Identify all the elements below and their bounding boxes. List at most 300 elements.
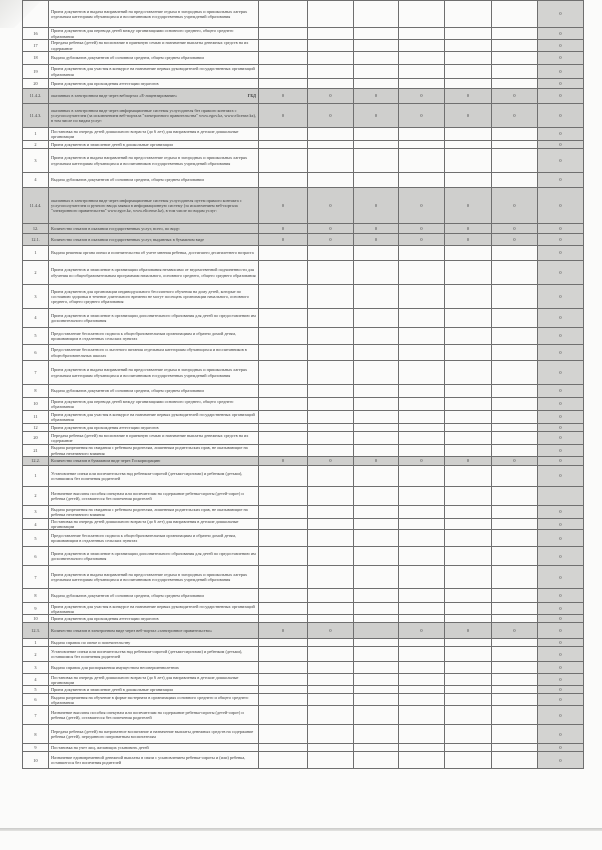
- value-cell: [259, 385, 308, 398]
- value-cell: [259, 752, 308, 769]
- value-cell: [354, 246, 399, 261]
- value-cell: [354, 674, 399, 686]
- value-cell: 0: [492, 104, 538, 128]
- table-row: [23, 674, 584, 686]
- value-cell: [445, 589, 492, 603]
- value-cell: 0: [538, 149, 584, 173]
- row-description-cell: [49, 234, 259, 246]
- value-cell: [399, 603, 445, 615]
- value-cell: [354, 725, 399, 744]
- value-cell: [259, 411, 308, 424]
- table-row: [23, 530, 584, 547]
- value-cell: [492, 603, 538, 615]
- value-cell: [399, 28, 445, 40]
- row-description: Прием документов и выдача направлений на предоставление отдыха в загородных и пришкольных лагерях отдельным категориям обучающихся и воспитанников государственных учреждений образования: [51, 572, 248, 583]
- value-cell: 0: [492, 234, 538, 246]
- row-description: Прием документов и зачисление в организации дополнительного образования для детей по предоставлению им дополнительного образования: [51, 312, 256, 323]
- value-cell: [445, 328, 492, 345]
- value-cell: [445, 65, 492, 79]
- row-description-cell: [49, 361, 259, 385]
- value-cell: [308, 686, 354, 694]
- value-cell: 0: [538, 1, 584, 28]
- value-cell: [308, 706, 354, 725]
- row-description-cell: [49, 706, 259, 725]
- table-row: [23, 128, 584, 141]
- row-description-cell: [49, 623, 259, 639]
- row-description: Выдача дубликатов документов об основном среднем, общем среднем образовании: [51, 55, 204, 61]
- value-cell: [538, 487, 584, 506]
- value-cell: [445, 141, 492, 149]
- row-description: оказанных в электронном виде через вебпортал «Е-лицензирование»: [51, 93, 178, 99]
- row-description: Прием документов для участия в конкурсе на назначение первых руководителей государственных организаций образования: [51, 603, 255, 614]
- row-number: 4: [23, 309, 49, 328]
- value-cell: [492, 424, 538, 432]
- row-number: 10: [23, 752, 49, 769]
- row-description: Прием документов для прохождения аттестации педагогов: [51, 616, 159, 622]
- value-cell: [259, 589, 308, 603]
- row-number: 11.4.4.: [23, 188, 49, 224]
- value-cell: [308, 246, 354, 261]
- row-description-cell: [49, 566, 259, 589]
- value-cell: [399, 40, 445, 52]
- value-cell: [399, 639, 445, 647]
- value-cell: [259, 547, 308, 566]
- value-cell: [354, 686, 399, 694]
- value-cell: [259, 52, 308, 65]
- value-cell: [259, 246, 308, 261]
- refusals-table: [22, 0, 584, 769]
- value-cell: [445, 466, 492, 487]
- value-cell: [259, 79, 308, 89]
- row-number: 21: [23, 445, 49, 457]
- value-cell: [492, 530, 538, 547]
- row-description: оказанных в электронном виде через информационные системы услугодателя без прямого контакта с услугополучателем (за исключением веб-портала "электронного правительства" www.egov.kz, www.elicense.kz), в том числе по видам услуг:: [51, 107, 257, 124]
- value-cell: [354, 141, 399, 149]
- row-description: Прием документов для перевода детей между организациями основного среднего, общего среднего образования: [51, 28, 234, 39]
- value-cell: 0: [538, 398, 584, 411]
- value-cell: [354, 752, 399, 769]
- value-cell: 0: [445, 104, 492, 128]
- value-cell: [308, 674, 354, 686]
- row-number: 12.3.: [23, 623, 49, 639]
- value-cell: [399, 674, 445, 686]
- value-cell: [354, 361, 399, 385]
- row-number: 8: [23, 725, 49, 744]
- value-cell: [399, 424, 445, 432]
- row-description-cell: [49, 328, 259, 345]
- value-cell: 0: [538, 285, 584, 309]
- table-row: [23, 547, 584, 566]
- value-cell: [308, 173, 354, 188]
- row-description-cell: [49, 411, 259, 424]
- row-number: 9: [23, 744, 49, 752]
- row-description: Постановка на очередь детей дошкольного возраста (до 6 лет) для направления в детские дошкольные организации: [51, 519, 239, 530]
- value-cell: [399, 547, 445, 566]
- value-cell: [354, 285, 399, 309]
- value-cell: 0: [308, 234, 354, 246]
- row-description: Прием документов и выдача направлений на предоставление отдыха в загородных и пришкольных лагерях отдельным категориям обучающихся и воспитанников государственных учреждений образования: [51, 367, 248, 378]
- value-cell: [308, 519, 354, 530]
- row-description: Выдача разрешения на обучение в форме экстерната в организациях основного среднего и общего среднего образования: [51, 694, 249, 705]
- row-description-cell: [49, 89, 259, 104]
- value-cell: [399, 261, 445, 285]
- value-cell: 0: [259, 104, 308, 128]
- value-cell: [399, 662, 445, 674]
- row-number: 11: [23, 411, 49, 424]
- row-description-cell: [49, 744, 259, 752]
- value-cell: [399, 149, 445, 173]
- value-cell: [492, 519, 538, 530]
- row-description: Прием документов для перевода детей между организациями основного среднего, общего среднего образования: [51, 398, 234, 409]
- value-cell: [445, 566, 492, 589]
- row-number: 20: [23, 79, 49, 89]
- value-cell: [354, 345, 399, 361]
- row-description-cell: [49, 104, 259, 128]
- row-description: Количество отказов в оказании государственных услуг, всего, по виду:: [51, 225, 181, 231]
- value-cell: [399, 432, 445, 445]
- value-cell: [308, 445, 354, 457]
- row-number: 2: [23, 261, 49, 285]
- row-description-cell: [49, 530, 259, 547]
- value-cell: 0: [538, 188, 584, 224]
- value-cell: 0: [308, 224, 354, 234]
- value-cell: [354, 744, 399, 752]
- value-cell: 0: [538, 466, 584, 487]
- value-cell: [492, 52, 538, 65]
- value-cell: 0: [445, 457, 492, 466]
- table-row: [23, 487, 584, 506]
- value-cell: 0: [538, 506, 584, 519]
- value-cell: [354, 149, 399, 173]
- table-row: [23, 328, 584, 345]
- value-cell: [399, 385, 445, 398]
- value-cell: [399, 128, 445, 141]
- value-cell: [445, 52, 492, 65]
- value-cell: 0: [399, 234, 445, 246]
- value-cell: [308, 466, 354, 487]
- value-cell: [445, 725, 492, 744]
- value-cell: 0: [492, 623, 538, 639]
- value-cell: [259, 694, 308, 706]
- row-description: Прием документов для прохождения аттестации педагогов: [51, 80, 159, 86]
- row-number: 16: [23, 28, 49, 40]
- row-description-cell: [49, 149, 259, 173]
- value-cell: [259, 615, 308, 623]
- value-cell: [308, 506, 354, 519]
- table-row: [23, 261, 584, 285]
- value-cell: 0: [492, 457, 538, 466]
- value-cell: [308, 398, 354, 411]
- value-cell: [492, 309, 538, 328]
- row-description-cell: [49, 261, 259, 285]
- value-cell: [308, 662, 354, 674]
- value-cell: [492, 615, 538, 623]
- section-row: [23, 89, 584, 104]
- value-cell: [308, 1, 354, 28]
- value-cell: [399, 1, 445, 28]
- row-description-cell: [49, 40, 259, 52]
- value-cell: [445, 615, 492, 623]
- row-description: Прием документов и зачисление в организации дополнительного образования для детей по предоставлению им дополнительного образования: [51, 551, 256, 562]
- value-cell: 0: [538, 547, 584, 566]
- value-cell: 0: [538, 725, 584, 744]
- row-number: 12.1.: [23, 234, 49, 246]
- row-tag: ГБД: [247, 93, 256, 99]
- value-cell: [259, 173, 308, 188]
- value-cell: [399, 285, 445, 309]
- row-number: 11.4.3.: [23, 104, 49, 128]
- value-cell: [308, 309, 354, 328]
- table-row: [23, 432, 584, 445]
- row-description: Передача ребенка (детей) на патронатное воспитание и назначение выплаты денежных средств на содержание ребенка (детей), переданного патронатным воспитателям: [51, 729, 254, 740]
- row-description: Назначение выплаты пособия опекунам или попечителям на содержание ребенка-сироты (детей-сирот) и ребенка (детей), оставшегося без попечения родителей: [51, 710, 244, 721]
- table-row: [23, 411, 584, 424]
- value-cell: 0: [538, 128, 584, 141]
- row-description: Прием документов для прохождения аттестации педагогов: [51, 424, 159, 430]
- value-cell: [259, 519, 308, 530]
- row-description: Предоставление бесплатного подвоза к общеобразовательным организациям и обратно домой детям, проживающим в отдаленных сельских пунктах: [51, 533, 237, 544]
- row-number: 5: [23, 530, 49, 547]
- table-row: [23, 285, 584, 309]
- value-cell: 0: [354, 104, 399, 128]
- value-cell: 0: [538, 639, 584, 647]
- row-description-cell: [49, 385, 259, 398]
- row-number: 2: [23, 647, 49, 662]
- row-description-cell: [49, 79, 259, 89]
- value-cell: [399, 65, 445, 79]
- value-cell: [445, 706, 492, 725]
- value-cell: 0: [538, 744, 584, 752]
- table-row: [23, 309, 584, 328]
- row-description: Количество отказов в оказании государственных услуг, выданных в бумажном виде: [51, 236, 205, 242]
- table-row: [23, 398, 584, 411]
- value-cell: 0: [259, 234, 308, 246]
- row-description: Прием документов для участия в конкурсе на назначение первых руководителей государственных организаций образования: [51, 66, 255, 77]
- value-cell: 0: [445, 188, 492, 224]
- value-cell: 0: [538, 615, 584, 623]
- value-cell: [492, 686, 538, 694]
- value-cell: [259, 639, 308, 647]
- value-cell: [259, 309, 308, 328]
- value-cell: [492, 744, 538, 752]
- value-cell: [354, 466, 399, 487]
- value-cell: 0: [538, 309, 584, 328]
- value-cell: 0: [308, 457, 354, 466]
- value-cell: [354, 566, 399, 589]
- table-row: [23, 686, 584, 694]
- value-cell: [354, 547, 399, 566]
- value-cell: [354, 623, 399, 639]
- row-description-cell: [49, 519, 259, 530]
- value-cell: 0: [445, 234, 492, 246]
- value-cell: [259, 647, 308, 662]
- value-cell: [399, 744, 445, 752]
- value-cell: [445, 662, 492, 674]
- value-cell: [399, 647, 445, 662]
- value-cell: [308, 141, 354, 149]
- table-row: [23, 385, 584, 398]
- value-cell: 0: [308, 104, 354, 128]
- value-cell: [308, 328, 354, 345]
- value-cell: [445, 547, 492, 566]
- row-number: 1: [23, 639, 49, 647]
- value-cell: [354, 445, 399, 457]
- value-cell: [492, 246, 538, 261]
- row-number: 3: [23, 285, 49, 309]
- value-cell: 0: [308, 623, 354, 639]
- row-description: Прием документов и выдача направлений на предоставление отдыха в загородных и пришкольных лагерях отдельным категориям обучающихся и воспитанников государственных учреждений образования: [51, 8, 248, 19]
- row-description: Прием документов для участия в конкурсе на назначение первых руководителей государственных организаций образования: [51, 411, 255, 422]
- value-cell: [445, 639, 492, 647]
- value-cell: 0: [538, 686, 584, 694]
- value-cell: 0: [538, 385, 584, 398]
- value-cell: 0: [538, 173, 584, 188]
- value-cell: [399, 411, 445, 424]
- value-cell: [354, 432, 399, 445]
- value-cell: [354, 487, 399, 506]
- value-cell: [399, 566, 445, 589]
- value-cell: 0: [399, 188, 445, 224]
- row-number: 8: [23, 385, 49, 398]
- value-cell: [308, 530, 354, 547]
- value-cell: [445, 686, 492, 694]
- table-row: [23, 79, 584, 89]
- value-cell: [492, 674, 538, 686]
- row-description-cell: [49, 752, 259, 769]
- value-cell: [445, 261, 492, 285]
- value-cell: 0: [399, 89, 445, 104]
- value-cell: [492, 398, 538, 411]
- value-cell: [445, 519, 492, 530]
- value-cell: [354, 52, 399, 65]
- value-cell: 0: [308, 188, 354, 224]
- row-number: 12.: [23, 224, 49, 234]
- value-cell: [399, 615, 445, 623]
- value-cell: [492, 589, 538, 603]
- value-cell: 0: [538, 261, 584, 285]
- value-cell: 0: [538, 79, 584, 89]
- value-cell: [399, 246, 445, 261]
- value-cell: 0: [445, 89, 492, 104]
- row-number: 5: [23, 328, 49, 345]
- value-cell: 0: [538, 589, 584, 603]
- value-cell: [492, 385, 538, 398]
- row-number: 6: [23, 345, 49, 361]
- table-row: [23, 246, 584, 261]
- value-cell: [354, 40, 399, 52]
- value-cell: [492, 173, 538, 188]
- value-cell: [445, 149, 492, 173]
- value-cell: 0: [538, 457, 584, 466]
- table-row: [23, 566, 584, 589]
- value-cell: 0: [259, 623, 308, 639]
- value-cell: [399, 173, 445, 188]
- value-cell: [259, 432, 308, 445]
- value-cell: [492, 149, 538, 173]
- value-cell: [259, 530, 308, 547]
- row-number: 3: [23, 149, 49, 173]
- value-cell: [308, 603, 354, 615]
- row-description: Передача ребенка (детей) на воспитание в приемную семью и назначение выплаты денежных средств на их содержание: [51, 40, 249, 51]
- row-description: Предоставление бесплатного подвоза к общеобразовательным организациям и обратно домой детям, проживающим в отдаленных сельских пунктах: [51, 330, 237, 341]
- row-description: Выдача дубликатов документов об основном среднем, общем среднем образовании: [51, 388, 204, 394]
- value-cell: [492, 725, 538, 744]
- row-number: 1: [23, 246, 49, 261]
- value-cell: [445, 128, 492, 141]
- value-cell: [399, 506, 445, 519]
- value-cell: [492, 487, 538, 506]
- value-cell: 0: [538, 432, 584, 445]
- value-cell: [259, 328, 308, 345]
- row-description: Прием документов и зачисление детей в дошкольные организации: [51, 687, 173, 693]
- value-cell: [492, 411, 538, 424]
- row-description-cell: [49, 398, 259, 411]
- value-cell: [308, 432, 354, 445]
- value-cell: 0: [538, 65, 584, 79]
- table-row: [23, 694, 584, 706]
- value-cell: [308, 694, 354, 706]
- table-row: [23, 28, 584, 40]
- row-number: 3: [23, 506, 49, 519]
- row-description-cell: [49, 639, 259, 647]
- value-cell: [308, 261, 354, 285]
- value-cell: [308, 149, 354, 173]
- value-cell: [354, 530, 399, 547]
- table-row: [23, 1, 584, 28]
- value-cell: [445, 285, 492, 309]
- row-number: 18: [23, 52, 49, 65]
- row-description-cell: [49, 547, 259, 566]
- row-number: 5: [23, 686, 49, 694]
- row-description: Количество отказов в бумажном виде через Госкорпорацию: [51, 458, 161, 464]
- value-cell: 0: [538, 411, 584, 424]
- value-cell: 0: [538, 40, 584, 52]
- value-cell: [492, 79, 538, 89]
- value-cell: [259, 1, 308, 28]
- value-cell: 0: [538, 246, 584, 261]
- value-cell: [445, 744, 492, 752]
- table-row: [23, 141, 584, 149]
- value-cell: [308, 65, 354, 79]
- value-cell: [308, 79, 354, 89]
- table-row: [23, 725, 584, 744]
- value-cell: [259, 706, 308, 725]
- value-cell: 0: [538, 674, 584, 686]
- row-description-cell: [49, 589, 259, 603]
- value-cell: 0: [492, 89, 538, 104]
- value-cell: 0: [308, 89, 354, 104]
- row-description: Передача ребенка (детей) на воспитание в приемную семью и назначение выплаты денежных средств на их содержание: [51, 432, 249, 443]
- value-cell: [492, 361, 538, 385]
- value-cell: [399, 519, 445, 530]
- value-cell: [354, 694, 399, 706]
- value-cell: 0: [354, 224, 399, 234]
- value-cell: 0: [538, 28, 584, 40]
- value-cell: [259, 65, 308, 79]
- value-cell: [259, 345, 308, 361]
- value-cell: [259, 674, 308, 686]
- value-cell: [492, 506, 538, 519]
- table-row: [23, 603, 584, 615]
- value-cell: [354, 128, 399, 141]
- row-number: 7: [23, 361, 49, 385]
- row-number: 12.2.: [23, 457, 49, 466]
- table-row: [23, 345, 584, 361]
- value-cell: 0: [354, 89, 399, 104]
- value-cell: [399, 309, 445, 328]
- value-cell: [308, 547, 354, 566]
- row-description-cell: [49, 52, 259, 65]
